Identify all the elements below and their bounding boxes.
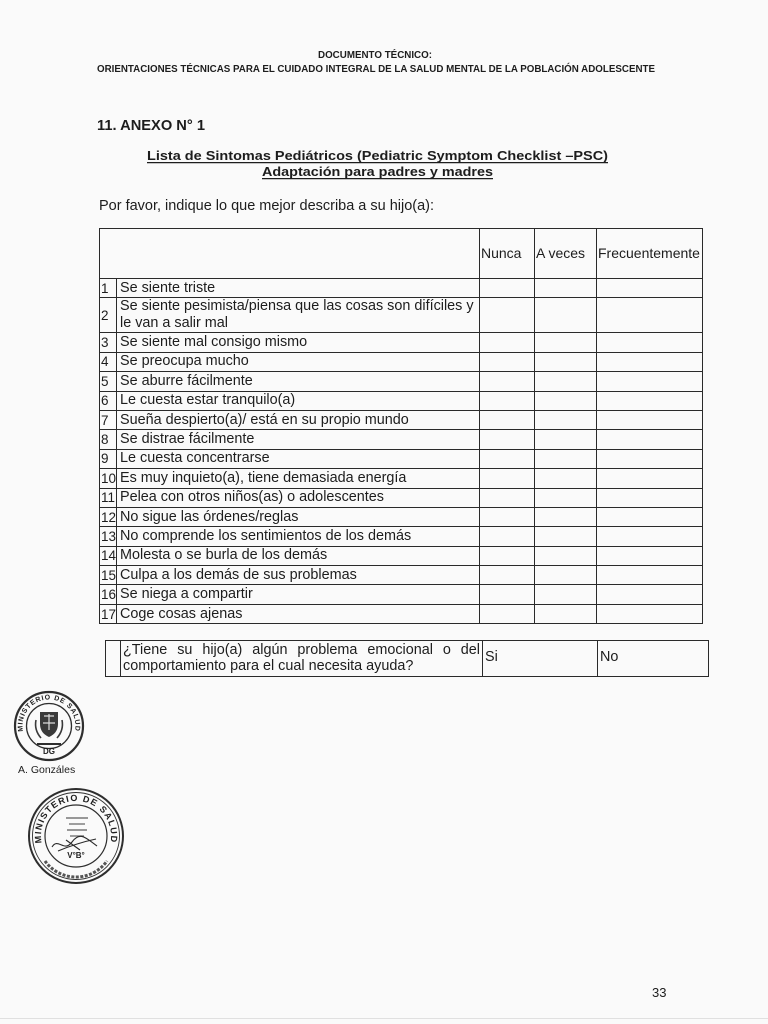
help-question-text: ¿Tiene su hijo(a) algún problema emocional o del comportamiento para el cual necesita ayuda? [121, 641, 483, 677]
help-question-blank-cell [106, 641, 121, 677]
item-text: Es muy inquieto(a), tiene demasiada energía [117, 469, 480, 488]
seal-ring-text: MINISTERIO DE SALUD [32, 792, 120, 844]
item-number: 2 [100, 298, 117, 333]
item-number: 5 [100, 372, 117, 391]
item-number: 3 [100, 333, 117, 352]
page-edge-line [0, 1018, 768, 1019]
column-header-a-veces: A veces [535, 229, 597, 279]
ministry-seal-vobo [29, 789, 123, 883]
item-text: Se siente triste [117, 279, 480, 298]
item-number: 16 [100, 585, 117, 604]
answer-cell-frecuentemente [597, 566, 703, 585]
item-number: 15 [100, 566, 117, 585]
item-number: 14 [100, 547, 117, 566]
checklist-subtitle: Adaptación para padres y madres [262, 164, 493, 179]
answer-cell-nunca [480, 411, 535, 430]
checklist-body [100, 279, 703, 624]
item-text: Se siente pesimista/piensa que las cosas son difíciles y le van a salir mal [117, 298, 480, 333]
item-text: Pelea con otros niños(as) o adolescentes [117, 489, 480, 508]
seal-center-text: V°B° [67, 851, 85, 860]
answer-cell-frecuentemente [597, 411, 703, 430]
document-heading-area [0, 0, 768, 220]
answer-cell-frecuentemente [597, 585, 703, 604]
answer-cell-frecuentemente [597, 372, 703, 391]
answer-cell-a-veces [535, 298, 597, 333]
item-text: No comprende los sentimientos de los demás [117, 527, 480, 546]
answer-cell-a-veces [535, 585, 597, 604]
answer-cell-a-veces [535, 489, 597, 508]
seal-center-text: DG [43, 747, 55, 756]
checklist-header-blank-cell [100, 229, 480, 279]
item-text: Culpa a los demás de sus problemas [117, 566, 480, 585]
checklist-row [100, 411, 703, 430]
answer-option-no: No [598, 641, 709, 677]
answer-cell-frecuentemente [597, 508, 703, 527]
answer-cell-frecuentemente [597, 333, 703, 352]
answer-cell-frecuentemente [597, 298, 703, 333]
item-text: Se aburre fácilmente [117, 372, 480, 391]
item-number: 7 [100, 411, 117, 430]
document-type-label: DOCUMENTO TÉCNICO: [318, 49, 441, 61]
item-text: No sigue las órdenes/reglas [117, 508, 480, 527]
item-number: 4 [100, 353, 117, 372]
answer-cell-frecuentemente [597, 353, 703, 372]
answer-cell-nunca [480, 279, 535, 298]
checklist-row [100, 489, 703, 508]
answer-cell-nunca [480, 450, 535, 469]
item-text: Se distrae fácilmente [117, 430, 480, 449]
answer-cell-nunca [480, 508, 535, 527]
checklist-header-row [100, 229, 703, 279]
answer-cell-a-veces [535, 527, 597, 546]
checklist-row [100, 372, 703, 391]
answer-cell-a-veces [535, 411, 597, 430]
answer-cell-frecuentemente [597, 489, 703, 508]
answer-cell-nunca [480, 353, 535, 372]
item-number: 1 [100, 279, 117, 298]
column-header-frecuentemente: Frecuentemente [597, 229, 703, 279]
item-number: 10 [100, 469, 117, 488]
seal-ring-text: MINISTERIO DE SALUD [17, 694, 81, 732]
ministry-seal-dg [15, 692, 83, 760]
item-number: 12 [100, 508, 117, 527]
answer-cell-frecuentemente [597, 527, 703, 546]
checklist-row [100, 508, 703, 527]
answer-cell-frecuentemente [597, 279, 703, 298]
answer-cell-a-veces [535, 333, 597, 352]
checklist-row [100, 605, 703, 624]
item-number: 11 [100, 489, 117, 508]
answer-cell-nunca [480, 547, 535, 566]
item-number: 13 [100, 527, 117, 546]
checklist-row [100, 430, 703, 449]
answer-cell-a-veces [535, 392, 597, 411]
item-number: 8 [100, 430, 117, 449]
item-text: Molesta o se burla de los demás [117, 547, 480, 566]
seal-caption: A. Gonzáles [18, 764, 76, 776]
answer-cell-nunca [480, 372, 535, 391]
answer-option-si: Si [483, 641, 598, 677]
checklist-row [100, 450, 703, 469]
coat-of-arms-icon [36, 712, 63, 738]
item-number: 6 [100, 392, 117, 411]
column-header-nunca: Nunca [480, 229, 535, 279]
answer-cell-nunca [480, 392, 535, 411]
answer-cell-a-veces [535, 372, 597, 391]
document-title: ORIENTACIONES TÉCNICAS PARA EL CUIDADO INTEGRAL DE LA SALUD MENTAL DE LA POBLACIÓN ADOLESCENTE [97, 64, 669, 75]
help-question-row [106, 641, 709, 677]
checklist-row [100, 333, 703, 352]
instruction-text: Por favor, indique lo que mejor describa a su hijo(a): [99, 198, 434, 214]
answer-cell-a-veces [535, 566, 597, 585]
answer-cell-frecuentemente [597, 469, 703, 488]
checklist-row [100, 279, 703, 298]
annex-heading: 11. ANEXO N° 1 [97, 117, 205, 134]
answer-cell-frecuentemente [597, 450, 703, 469]
page-number: 33 [652, 985, 667, 1000]
answer-cell-frecuentemente [597, 547, 703, 566]
answer-cell-a-veces [535, 605, 597, 624]
checklist-title: Lista de Sintomas Pediátricos (Pediatric Symptom Checklist –PSC) [147, 148, 608, 163]
checklist-row [100, 547, 703, 566]
item-number: 9 [100, 450, 117, 469]
checklist-row [100, 353, 703, 372]
answer-cell-a-veces [535, 450, 597, 469]
seal-bottom-arc-marks [45, 861, 107, 877]
item-text: Le cuesta concentrarse [117, 450, 480, 469]
seal-inner-lettering-marks [66, 818, 88, 836]
answer-cell-nunca [480, 333, 535, 352]
answer-cell-a-veces [535, 469, 597, 488]
checklist-row [100, 585, 703, 604]
item-text: Se niega a compartir [117, 585, 480, 604]
answer-cell-a-veces [535, 430, 597, 449]
answer-cell-nunca [480, 298, 535, 333]
stamps-area [0, 680, 140, 895]
item-text: Se preocupa mucho [117, 353, 480, 372]
item-text: Sueña despierto(a)/ está en su propio mundo [117, 411, 480, 430]
answer-cell-nunca [480, 430, 535, 449]
checklist-row [100, 566, 703, 585]
item-text: Le cuesta estar tranquilo(a) [117, 392, 480, 411]
answer-cell-frecuentemente [597, 430, 703, 449]
answer-cell-nunca [480, 469, 535, 488]
checklist-row [100, 469, 703, 488]
answer-cell-nunca [480, 605, 535, 624]
answer-cell-a-veces [535, 353, 597, 372]
item-text: Coge cosas ajenas [117, 605, 480, 624]
answer-cell-frecuentemente [597, 605, 703, 624]
help-question-table [105, 640, 709, 677]
checklist-row [100, 392, 703, 411]
checklist-row [100, 527, 703, 546]
answer-cell-nunca [480, 527, 535, 546]
checklist-row [100, 298, 703, 333]
answer-cell-nunca [480, 585, 535, 604]
signature-scribble [52, 836, 97, 851]
item-number: 17 [100, 605, 117, 624]
answer-cell-a-veces [535, 508, 597, 527]
answer-cell-a-veces [535, 547, 597, 566]
answer-cell-nunca [480, 566, 535, 585]
item-text: Se siente mal consigo mismo [117, 333, 480, 352]
answer-cell-a-veces [535, 279, 597, 298]
answer-cell-nunca [480, 489, 535, 508]
symptom-checklist-table [99, 228, 703, 624]
answer-cell-frecuentemente [597, 392, 703, 411]
